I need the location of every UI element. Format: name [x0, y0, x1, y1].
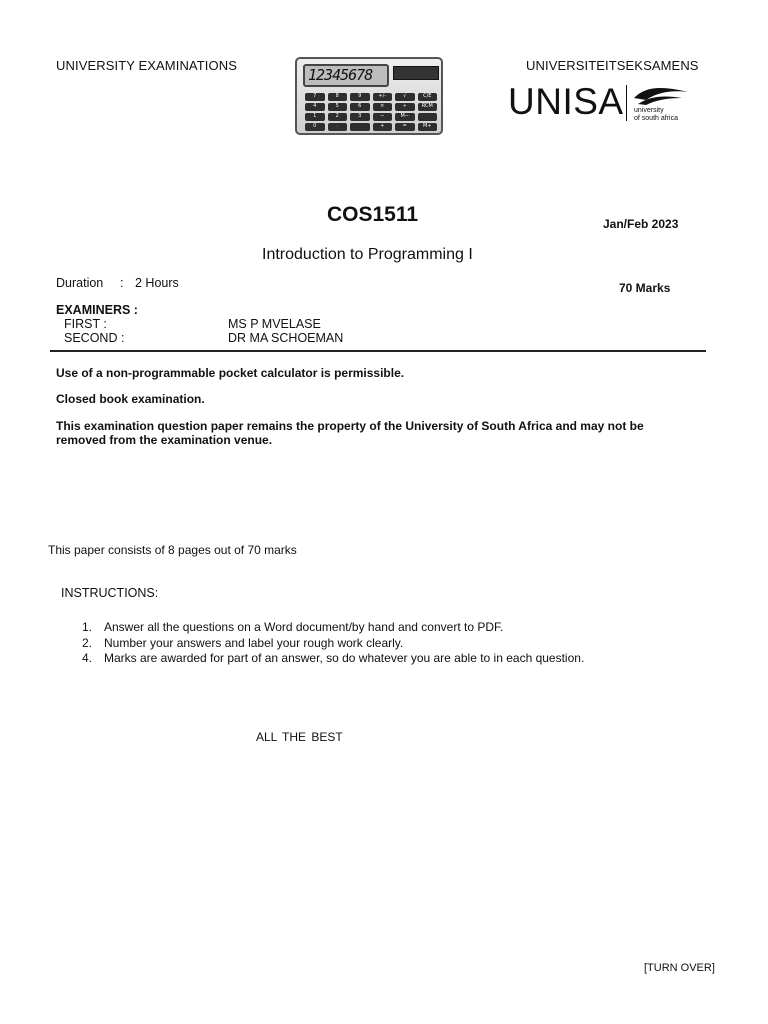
unisa-logo-divider — [626, 85, 627, 121]
property-notice: This examination question paper remains the property of the University of South Africa and may not be removed from the examination venue. — [56, 419, 644, 447]
calculator-display: 12345678 — [303, 64, 389, 87]
calculator-key: . — [328, 123, 348, 131]
list-item-number: 2. — [82, 635, 93, 650]
second-examiner-label: SECOND : — [64, 331, 125, 345]
calculator-key: C/E — [418, 93, 438, 101]
calculator-key: = — [395, 123, 415, 131]
list-item — [82, 620, 584, 636]
calculator-notice: Use of a non-programmable pocket calculator is permissible. — [56, 366, 405, 380]
unisa-logo-subtitle — [634, 107, 678, 123]
calculator-key: 0 — [305, 123, 325, 131]
second-examiner-name: DR MA SCHOEMAN — [228, 331, 344, 345]
first-examiner-label: FIRST : — [64, 317, 107, 331]
calculator-key: +/- — [373, 93, 393, 101]
calculator-key: 8 — [328, 93, 348, 101]
calculator-keypad — [305, 93, 437, 131]
module-code: COS1511 — [327, 203, 419, 226]
calculator-key: RCM — [418, 103, 438, 111]
calculator-key: M− — [395, 113, 415, 121]
list-item-number: 4. — [82, 651, 93, 665]
list-item — [82, 636, 584, 652]
exam-date: Jan/Feb 2023 — [603, 217, 679, 231]
list-item-text: Answer all the questions on a Word document/by hand and convert to PDF. — [104, 620, 504, 634]
header-right-title: UNIVERSITEITSEKSAMENS — [526, 58, 699, 73]
calculator-key — [350, 123, 370, 131]
closing-message: ALL THE BEST — [256, 730, 343, 744]
calculator-key: 3 — [350, 113, 370, 121]
unisa-logo-wordmark: UNISA — [508, 81, 624, 122]
calculator-key: 7 — [305, 93, 325, 101]
list-item — [82, 651, 584, 667]
calculator-key: + — [373, 123, 393, 131]
calculator-key: 1 — [305, 113, 325, 121]
unisa-logo-subtitle-line2: of south africa — [634, 115, 678, 122]
calculator-key: ÷ — [395, 103, 415, 111]
first-examiner-name: MS P MVELASE — [228, 317, 321, 331]
closed-book-notice: Closed book examination. — [56, 392, 205, 406]
header-left-title: UNIVERSITY EXAMINATIONS — [56, 58, 237, 73]
total-marks: 70 Marks — [619, 281, 671, 295]
calculator-key: 5 — [328, 103, 348, 111]
calculator-key: 2 — [328, 113, 348, 121]
calculator-key: M+ — [418, 123, 438, 131]
calculator-key: 4 — [305, 103, 325, 111]
list-item-text: Marks are awarded for part of an answer, so do whatever you are able to in each question. — [104, 651, 585, 665]
duration-colon: : — [120, 276, 124, 290]
calculator-key: √ — [395, 93, 415, 101]
module-title: Introduction to Programming I — [262, 246, 473, 263]
instructions-list — [82, 620, 584, 667]
unisa-logo-swoosh-icon — [632, 84, 690, 106]
calculator-key: − — [373, 113, 393, 121]
calculator-key: 6 — [350, 103, 370, 111]
examiners-heading: EXAMINERS : — [56, 303, 138, 317]
duration-label: Duration — [56, 276, 104, 290]
list-item-number: 1. — [82, 620, 93, 634]
list-item-text: Number your answers and label your rough work clearly. — [104, 635, 404, 650]
unisa-logo-subtitle-line1: university — [634, 107, 664, 114]
calculator-key: 9 — [350, 93, 370, 101]
turn-over-footer: [TURN OVER] — [644, 962, 715, 974]
header-divider — [50, 350, 706, 352]
calculator-solar-panel — [393, 66, 439, 80]
calculator-image — [295, 57, 443, 135]
duration-value: 2 Hours — [135, 276, 179, 290]
instructions-heading: INSTRUCTIONS: — [61, 586, 159, 600]
calculator-key — [418, 113, 438, 121]
paper-length-note: This paper consists of 8 pages out of 70 marks — [48, 543, 297, 557]
calculator-key: × — [373, 103, 393, 111]
